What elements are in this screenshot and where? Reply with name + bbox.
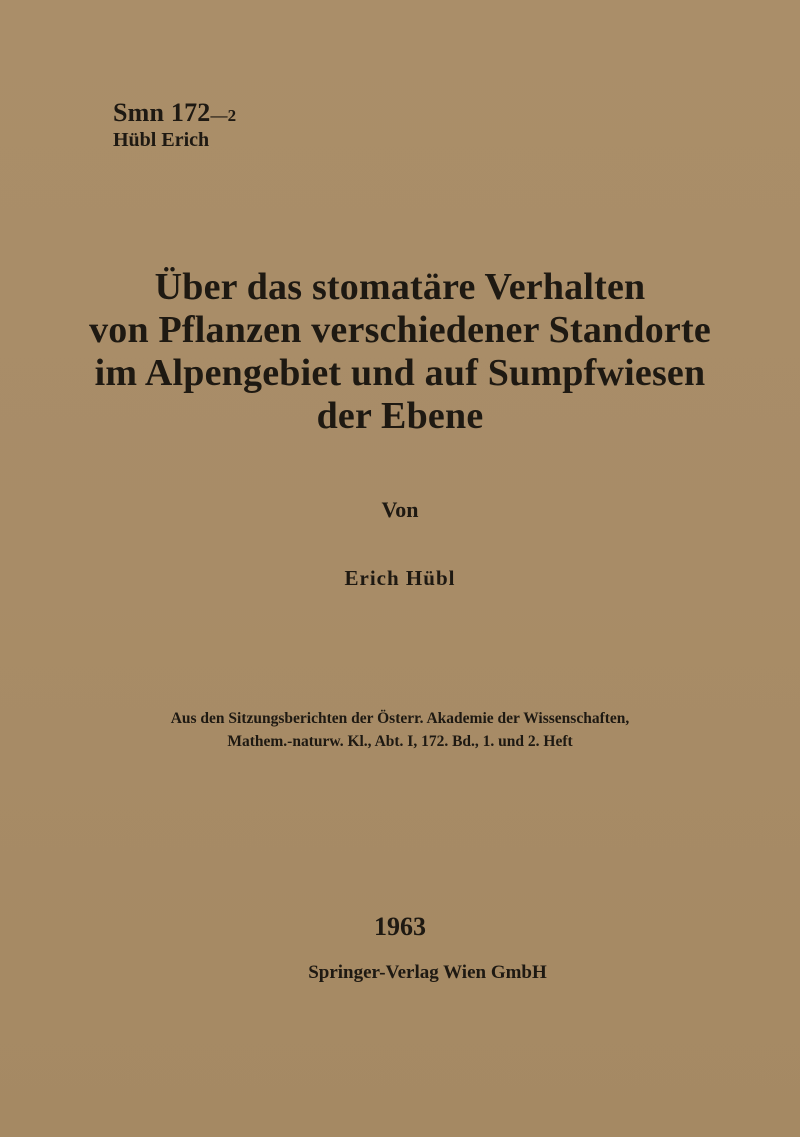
by-line: Von — [381, 497, 419, 522]
publisher-name: Springer-Verlag Wien GmbH — [308, 962, 547, 983]
title-line-3: im Alpengebiet und auf Sumpfwiesen — [94, 352, 706, 394]
source-line-1: Aus den Sitzungsberichten der Österr. Akademie der Wissenschaften, — [170, 710, 630, 727]
call-number-sub: —2 — [210, 106, 237, 125]
publication-year: 1963 — [374, 912, 426, 941]
title-line-1: Über das stomatäre Verhalten — [154, 266, 646, 308]
title-line-4: der Ebene — [316, 395, 484, 437]
source-note — [0, 707, 800, 753]
book-title — [0, 266, 800, 438]
call-number-author: Hübl Erich — [113, 128, 210, 151]
call-number-label — [113, 98, 236, 152]
source-line-2: Mathem.-naturw. Kl., Abt. I, 172. Bd., 1. und 2. Heft — [227, 733, 573, 750]
author-name: Erich Hübl — [344, 566, 456, 590]
call-number-main: Smn 172 — [113, 98, 211, 127]
call-number — [113, 98, 236, 129]
title-line-2: von Pflanzen verschiedener Standorte — [89, 309, 711, 351]
